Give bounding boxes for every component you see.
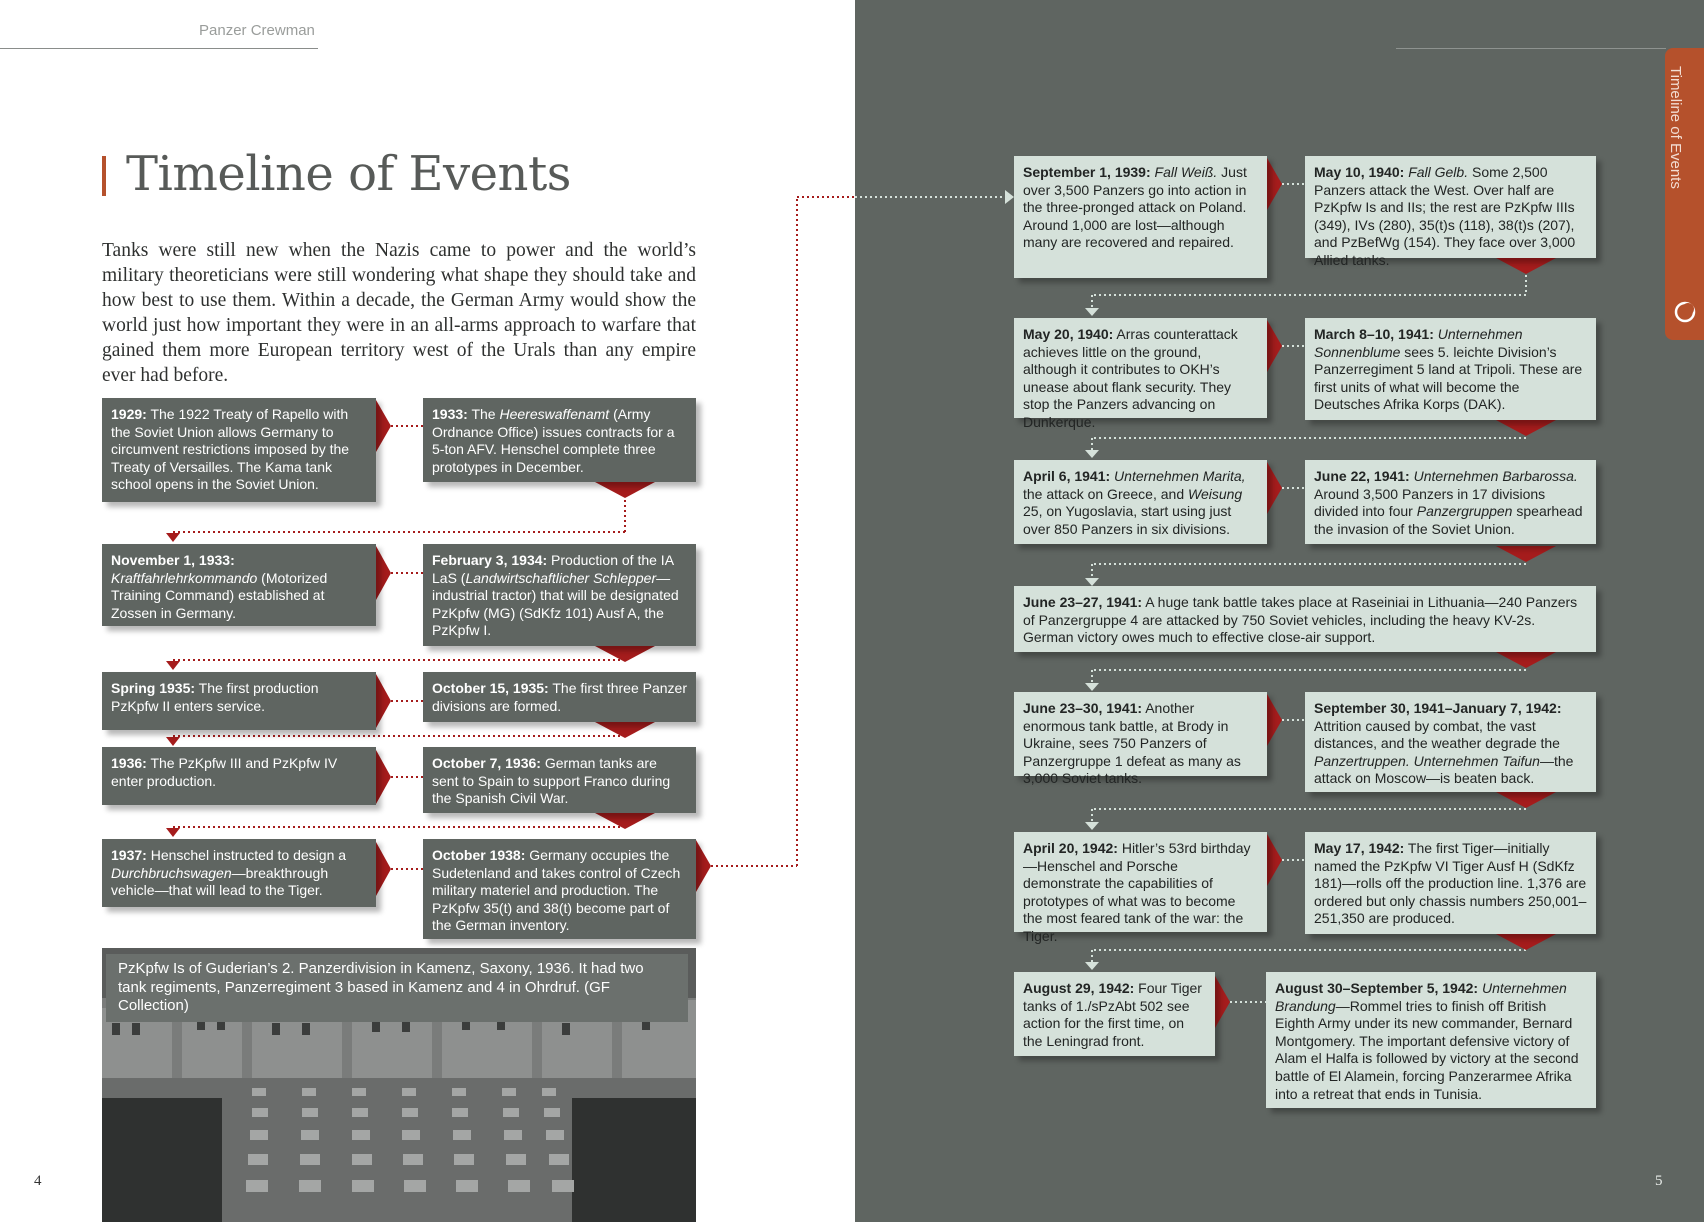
event-date: 1933: [432,406,468,422]
timeline-event [1014,832,1267,944]
event-date: March 8–10, 1941: [1314,326,1434,342]
event-text: The first production PzKpfw II enters service. [111,680,319,714]
timeline-event [1014,156,1267,278]
event-date: September 1, 1939: [1023,164,1151,180]
event-text: Arras counterattack achieves little on the ground, although it contributes to OKH’s unease about flank security. They stop the Panzers advancing on Dunkerque. [1023,326,1238,430]
event-text-italic: Unternehmen Marita, [1114,468,1246,484]
event-date: November 1, 1933: [111,552,235,568]
event-text-italic: Panzertruppen. Unternehmen Taifun [1314,752,1540,769]
event-text: —the attack on Moscow—is beaten back. [1314,752,1574,787]
event-text-italic: Unternehmen Sonnenblume [1314,326,1523,360]
event-text: —breakthrough vehicle—that will lead to the Tiger. [111,864,329,899]
event-text-italic: Weisung [1188,485,1243,502]
event-text-italic: Fall Gelb. [1408,164,1469,180]
event-text: spearhead the invasion of the Soviet Union. [1314,503,1583,537]
event-text-italic: Heereswaffenamt [499,406,610,422]
event-text: Some 2,500 Panzers attack the West. Over half are PzKpfw Is and IIs; the rest are PzKpfw IIIs (349), IVs (280), 35(t)s (118), 38(t)s (207), and PzBefWg (154). They face over 3,000 Allied tanks. [1314,164,1576,268]
event-date: June 23–27, 1941: [1023,594,1143,610]
event-text: Another enormous tank battle, at Brody in Ukraine, sees 750 Panzers of Panzergruppe 1 defeat as many as 3,000 Soviet tanks. [1023,700,1241,787]
event-text: sees 5. leichte Division’s Panzerregiment 5 land at Tripoli. These are first units of what will become the Deutsches Afrika Korps (DAK). [1314,343,1583,413]
event-text: Hitler’s 53rd birthday—Henschel and Porsche demonstrate the capabilities of prototypes of what was to become the most feared tank of the war: the Tiger. [1023,840,1251,944]
event-date: October 1938: [432,847,526,863]
event-date: May 10, 1940: [1314,164,1405,180]
title-accent-bar [102,156,106,196]
timeline-event [423,747,696,813]
event-text-italic: Durchbruchswagen [111,864,232,881]
event-text: Attrition caused by combat, the vast distances, and the weather degrade the [1314,717,1560,752]
event-text-italic: Landwirtschaftlicher Schlepper [465,569,657,586]
event-text: Around 3,500 Panzers in 17 divisions divided into four [1314,485,1546,520]
event-date: April 20, 1942: [1023,840,1118,856]
timeline-event [423,544,696,646]
event-text: (Motorized Training Command) established at Zossen in Germany. [111,569,328,621]
timeline-event [1014,460,1267,544]
event-text-italic: Unternehmen Barbarossa. [1413,468,1578,484]
event-text-italic: Panzergruppen [1416,503,1513,520]
event-text: German tanks are sent to Spain to support Franco during the Spanish Civil War. [432,755,671,807]
event-date: August 29, 1942: [1023,980,1135,996]
timeline-event [102,544,376,626]
event-date: June 22, 1941: [1314,468,1410,484]
event-text: The PzKpfw III and PzKpfw IV enter production. [111,755,338,789]
event-text-italic: Fall Weiß. [1154,164,1218,180]
event-text: Henschel instructed to design a [146,847,347,863]
timeline-event [102,672,376,730]
event-text: Four Tiger tanks of 1./sPzAbt 502 see action for the first time, on the Leningrad front. [1023,980,1202,1049]
timeline-event [1266,972,1596,1108]
timeline-event [1014,972,1215,1056]
timeline-event [423,839,696,939]
page-number-right: 5 [1655,1173,1663,1189]
page-title: Timeline of Events [126,146,571,202]
timeline-event [423,672,696,722]
running-head: Panzer Crewman [199,22,315,39]
event-text: The first three Panzer divisions are formed. [432,680,687,714]
page-number-left: 4 [34,1173,42,1189]
event-text: The [467,406,500,422]
event-date: June 23–30, 1941: [1023,700,1143,716]
section-icon [1673,300,1697,324]
event-date: October 15, 1935: [432,680,549,696]
photo-caption: PzKpfw Is of Guderian’s 2. Panzerdivision in Kamenz, Saxony, 1936. It had two tank regiments, Panzerregiment 3 based in Kamenz and 4 in Ohrdruf. (GF Collection) [106,954,688,1022]
event-date: April 6, 1941: [1023,468,1111,484]
event-date: 1929: [111,406,147,422]
event-text: 25, on Yugoslavia, start using just over 850 Panzers in six divisions. [1023,503,1232,537]
timeline-event [102,747,376,805]
event-date: February 3, 1934: [432,552,548,568]
event-date: August 30–September 5, 1942: [1275,980,1479,996]
event-text: The 1922 Treaty of Rapello with the Soviet Union allows Germany to circumvent restrictions imposed by the Treaty of Versailles. The Kama tank school opens in the Soviet Union. [111,406,350,493]
timeline-event [1305,832,1596,934]
side-tab-label: Timeline of Events [1667,66,1684,189]
event-text-italic: Unternehmen Brandung [1275,980,1567,1014]
event-date: Spring 1935: [111,680,196,696]
timeline-event [1305,156,1596,268]
event-text-italic: Kraftfahrlehrkommando [111,569,258,586]
event-text: Just over 3,500 Panzers go into action in the three-pronged attack on Poland. Around 1,000 are lost—although many are recovered and repaired. [1023,164,1247,251]
event-date: 1936: [111,755,147,771]
event-text: Germany occupies the Sudetenland and takes control of Czech military materiel and production. The PzKpfw 35(t) and 38(t) become part of the German inventory. [432,847,681,934]
timeline-event [1014,586,1596,652]
timeline-event [1305,692,1596,792]
timeline-event [102,839,376,907]
timeline-event [102,398,376,502]
event-date: May 20, 1940: [1023,326,1114,342]
event-text: A huge tank battle takes place at Raseiniai in Lithuania—240 Panzers of Panzergruppe 4 are attacked by 750 Soviet vehicles, including the heavy KV-2s. German victory owes much to effective close-air support. [1023,594,1578,646]
event-text: —industrial tractor) that will be designated PzKpfw (MG) (SdKfz 101) Ausf A, the PzKpfw I. [432,569,679,639]
timeline-event [1014,692,1267,787]
event-text: —Rommel tries to finish off British Eighth Army under its new commander, Bernard Montgomery. The important defensive victory of Alam el Halfa is followed by victory at the second battle of El Alamein, forcing Panzerarmee Afrika into a retreat that ends in Tunisia. [1275,997,1579,1102]
event-date: October 7, 1936: [432,755,541,771]
timeline-event [423,398,696,482]
event-date: 1937: [111,847,147,863]
timeline-event [1305,318,1596,420]
header-rule [1396,48,1666,49]
header-rule [0,48,318,49]
event-date: May 17, 1942: [1314,840,1405,856]
intro-paragraph: Tanks were still new when the Nazis came to power and the world’s military theoreticians were still wondering what shape they should take and how best to use them. Within a decade, the German Army would show the world just how important they were in an all-arms approach to warfare that gained them more European territory west of the Urals than any empire ever had before. [102,240,696,386]
event-text: (Army Ordnance Office) issues contracts for a 5-ton AFV. Henschel complete three prototypes in December. [432,406,675,475]
event-date: September 30, 1941–January 7, 1942: [1314,700,1562,716]
timeline-event [1014,318,1267,430]
event-text: The first Tiger—initially named the PzKpfw VI Tiger Ausf H (SdKfz 181)—rolls off the production line. 1,376 are ordered but only chassis numbers 250,001–251,350 are produced. [1314,840,1587,927]
event-text: Production of the IA LaS ( [432,552,674,586]
event-text: the attack on Greece, and [1023,485,1188,502]
timeline-event [1305,460,1596,544]
